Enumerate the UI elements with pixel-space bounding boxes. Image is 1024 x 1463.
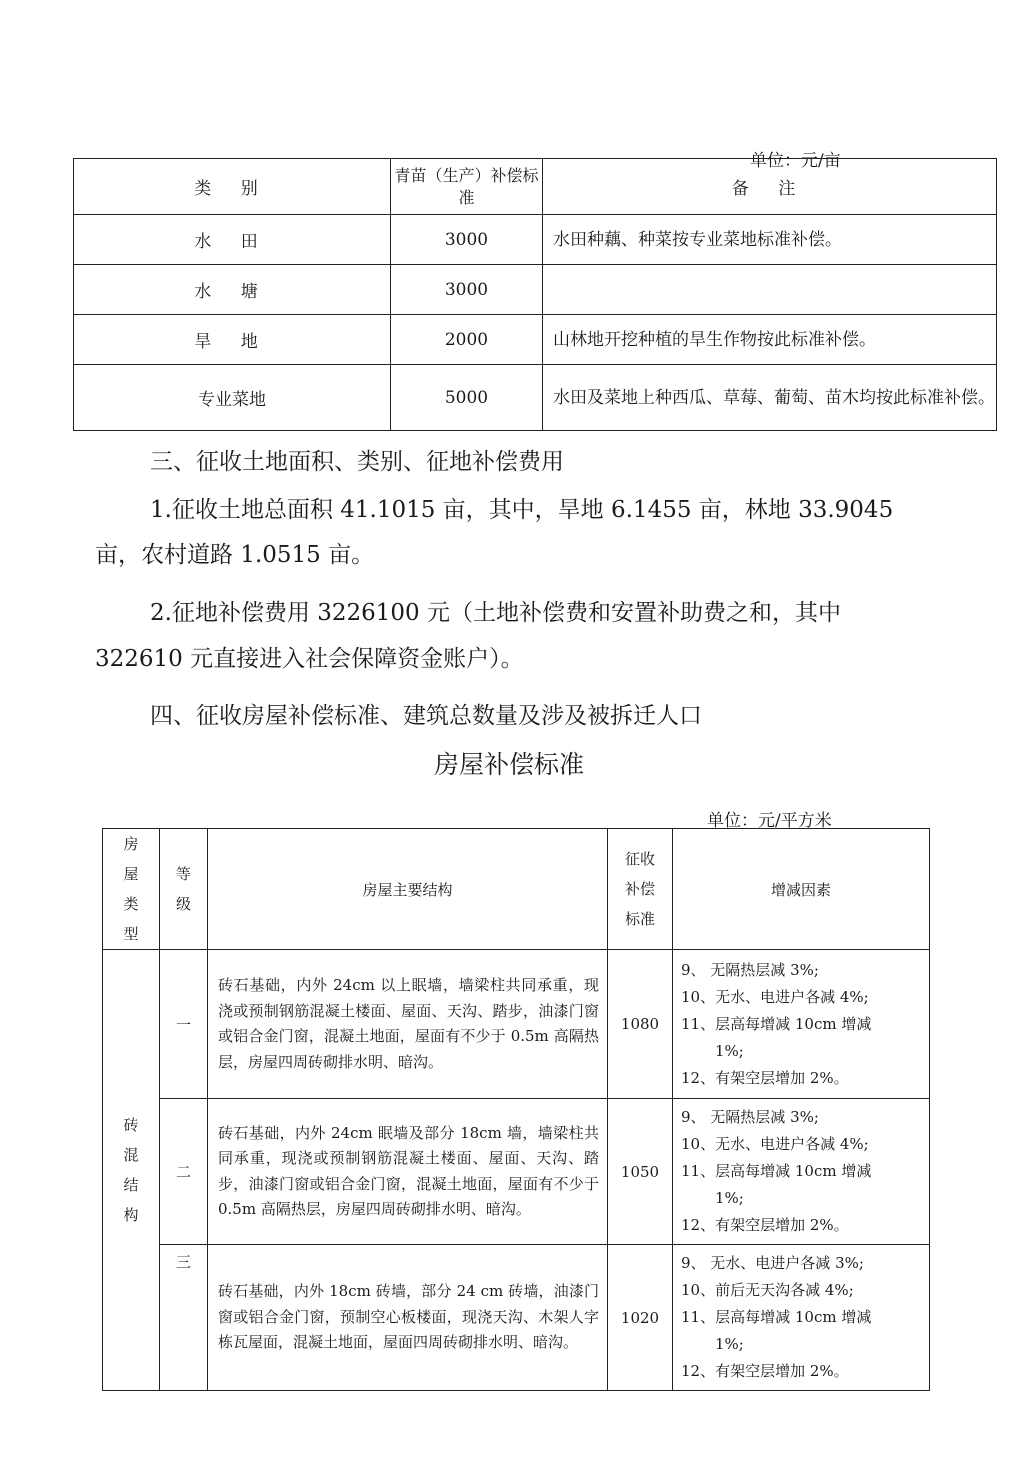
table-row: [74, 215, 997, 265]
row-value: 3000: [391, 215, 543, 265]
price-cell: 1080: [608, 950, 673, 1099]
table2-unit: 单位：元/平方米: [707, 811, 832, 831]
header-category: 类 别: [74, 159, 391, 215]
factor-item: 9、 无隔热层减 3%;: [681, 1108, 819, 1126]
table1-unit: 单位：元/亩: [750, 151, 841, 171]
row-value: 3000: [391, 265, 543, 315]
factor-item: 1%;: [715, 1189, 744, 1207]
seedling-compensation-table: [73, 158, 997, 431]
factor-item: 11、层高每增减 10cm 增减: [681, 1014, 872, 1033]
row-category: 专业菜地: [74, 365, 391, 431]
row-remark: 水田种藕、种菜按专业菜地标准补偿。: [543, 215, 997, 265]
row-value: 5000: [391, 365, 543, 431]
paragraph-2-line-1: 2.征地补偿费用 3226100 元（土地补偿费和安置补助费之和，其中: [150, 600, 841, 626]
table-row: [103, 950, 930, 1099]
factor-item: 9、 无隔热层减 3%;: [681, 960, 819, 979]
grade-cell: 三: [160, 1245, 208, 1391]
row-remark: [543, 265, 997, 315]
factor-item: 9、 无水、电进户各减 3%;: [681, 1254, 864, 1272]
house-compensation-table: [102, 828, 930, 1391]
paragraph-2-line-2: 322610 元直接进入社会保障资金账户）。: [95, 646, 524, 672]
factors-cell: [673, 1099, 930, 1245]
section-4-heading: 四、征收房屋补偿标准、建筑总数量及涉及被拆迁人口: [150, 703, 702, 729]
factor-item: 10、前后无天沟各减 4%;: [681, 1281, 854, 1299]
table-row: [103, 1099, 930, 1245]
row-category: 水 田: [74, 215, 391, 265]
table2-title: 房屋补偿标准: [434, 750, 585, 779]
factors-cell: [673, 950, 930, 1099]
row-value: 2000: [391, 315, 543, 365]
header-remark: 备 注: [543, 159, 997, 215]
factor-item: 11、层高每增减 10cm 增减: [681, 1308, 872, 1326]
header-structure: 房屋主要结构: [208, 829, 608, 950]
paragraph-1-line-2: 亩，农村道路 1.0515 亩。: [95, 542, 375, 568]
table-row: [74, 315, 997, 365]
grade-cell: 二: [160, 1099, 208, 1245]
section-3-heading: 三、征收土地面积、类别、征地补偿费用: [150, 449, 564, 475]
factor-item: 11、层高每增减 10cm 增减: [681, 1162, 872, 1180]
structure-cell: 砖石基础，内外 24cm 眠墙及部分 18cm 墙，墙梁柱共同承重，现浇或预制钢筋混凝土楼面、屋面、天沟、踏步，油漆门窗或铝合金门窗，混凝土地面，屋面有不少于 0.5m 高隔热层，房屋四周砖砌排水明、暗沟。: [208, 1099, 608, 1245]
row-remark: 水田及菜地上种西瓜、草莓、葡萄、苗木均按此标准补偿。: [543, 365, 997, 431]
grade-cell: 一: [160, 950, 208, 1099]
price-cell: 1050: [608, 1099, 673, 1245]
factor-item: 10、无水、电进户各减 4%;: [681, 987, 869, 1006]
table-row: [74, 365, 997, 431]
header-factors: 增减因素: [673, 829, 930, 950]
header-standard: 青苗（生产）补偿标准: [391, 159, 543, 215]
factor-item: 12、有架空层增加 2%。: [681, 1068, 849, 1087]
factor-item: 12、有架空层增加 2%。: [681, 1362, 849, 1380]
structure-cell: 砖石基础，内外 18cm 砖墙，部分 24 cm 砖墙，油漆门窗或铝合金门窗，预制空心板楼面，现浇天沟、木架人字栋瓦屋面，混凝土地面，屋面四周砖砌排水明、暗沟。: [208, 1245, 608, 1391]
factor-item: 1%;: [715, 1041, 744, 1060]
structure-cell: 砖石基础，内外 24cm 以上眠墙，墙梁柱共同承重，现浇或预制钢筋混凝土楼面、屋面、天沟、踏步，油漆门窗或铝合金门窗，混凝土地面，屋面有不少于 0.5m 高隔热层，房屋四周砖砌排水明、暗沟。: [208, 950, 608, 1099]
table-row: [103, 1245, 930, 1391]
factor-item: 12、有架空层增加 2%。: [681, 1216, 849, 1234]
row-category: 水 塘: [74, 265, 391, 315]
header-grade: 等级: [160, 829, 208, 950]
factor-item: 1%;: [715, 1335, 744, 1353]
row-remark: 山林地开挖种植的旱生作物按此标准补偿。: [543, 315, 997, 365]
table-row: [74, 265, 997, 315]
factors-cell: [673, 1245, 930, 1391]
header-house-type: 房屋类型: [103, 829, 160, 950]
factor-item: 10、无水、电进户各减 4%;: [681, 1135, 869, 1153]
price-cell: 1020: [608, 1245, 673, 1391]
header-price: 征收补偿标准: [608, 829, 673, 950]
house-type-label: 砖混结构: [103, 950, 160, 1391]
paragraph-1-line-1: 1.征收土地总面积 41.1015 亩，其中，旱地 6.1455 亩，林地 33.9045: [150, 497, 894, 523]
row-category: 旱 地: [74, 315, 391, 365]
